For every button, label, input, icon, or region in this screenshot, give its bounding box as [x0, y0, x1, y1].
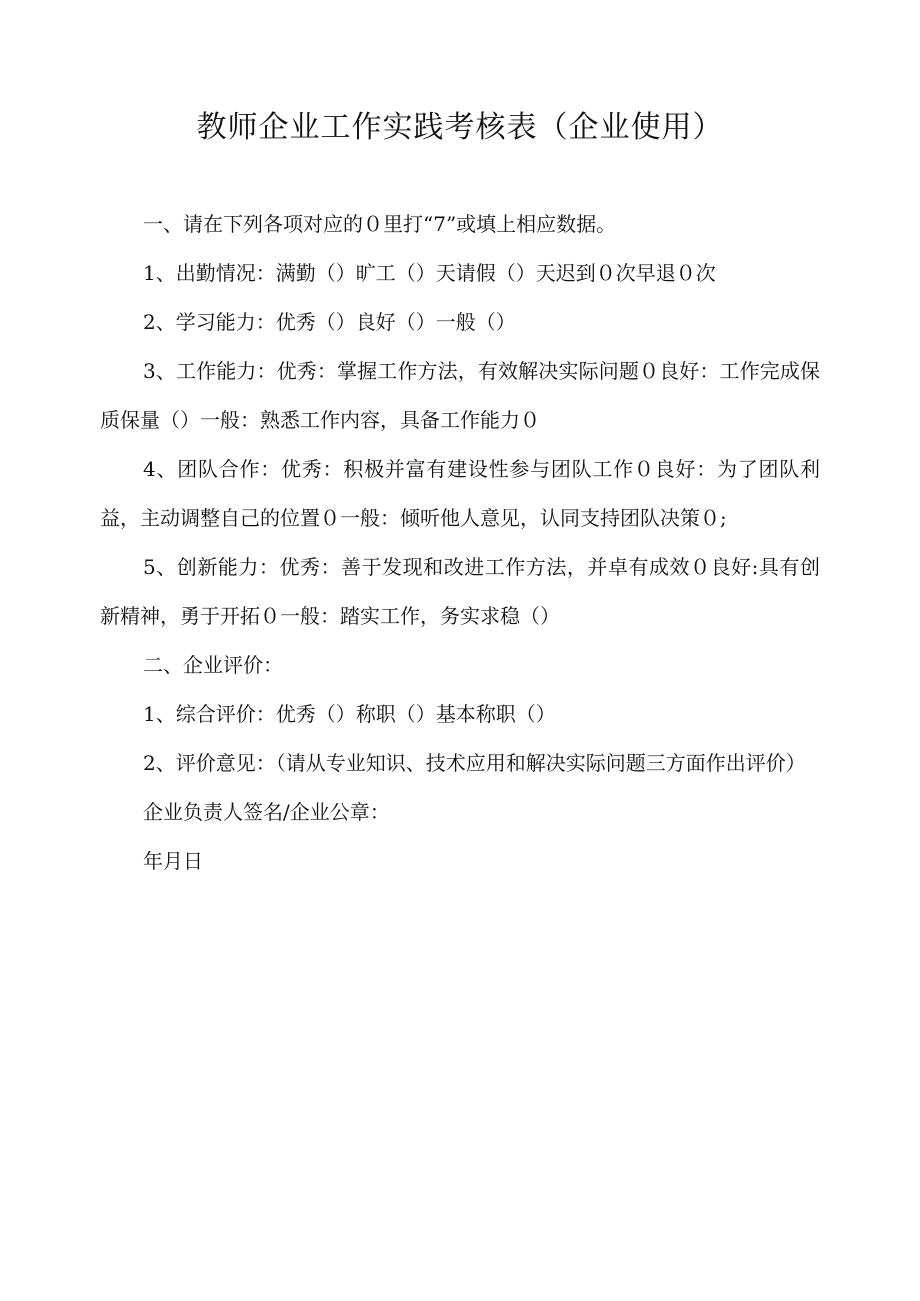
- overall-evaluation-item: 1、综合评价：优秀（）称职（）基本称职（）: [143, 702, 556, 726]
- document-body: [100, 200, 820, 886]
- instruction-paragraph: 一、请在下列各项对应的０里打“7”或填上相应数据。: [143, 212, 617, 236]
- teamwork-item: 4、团队合作：优秀：积极并富有建设性参与团队工作０良好：为了团队利益，主动调整自己的位置０一般：倾听他人意见，认同支持团队决策０;: [100, 457, 820, 530]
- innovation-item: 5、创新能力：优秀：善于发现和改进工作方法，并卓有成效０良好:具有创新精神，勇于开拓０一般：踏实工作，务实求稳（）: [100, 555, 820, 628]
- attendance-item: 1、出勤情况：满勤（）旷工（）天请假（）天迟到０次早退０次: [143, 261, 716, 285]
- document-title: 教师企业工作实践考核表（企业使用）: [196, 110, 724, 145]
- work-ability-item: 3、工作能力：优秀：掌握工作方法，有效解决实际问题０良好：工作完成保质保量（）一般：熟悉工作内容，具备工作能力０: [100, 359, 820, 432]
- evaluation-opinion-item: 2、评价意见：（请从专业知识、技术应用和解决实际问题三方面作出评价）: [143, 751, 806, 775]
- enterprise-evaluation-heading: 二、企业评价：: [143, 653, 283, 677]
- learning-ability-item: 2、学习能力：优秀（）良好（）一般（）: [143, 310, 516, 334]
- date-line: 年月日: [143, 849, 203, 873]
- signature-line: 企业负责人签名/企业公章：: [143, 800, 390, 824]
